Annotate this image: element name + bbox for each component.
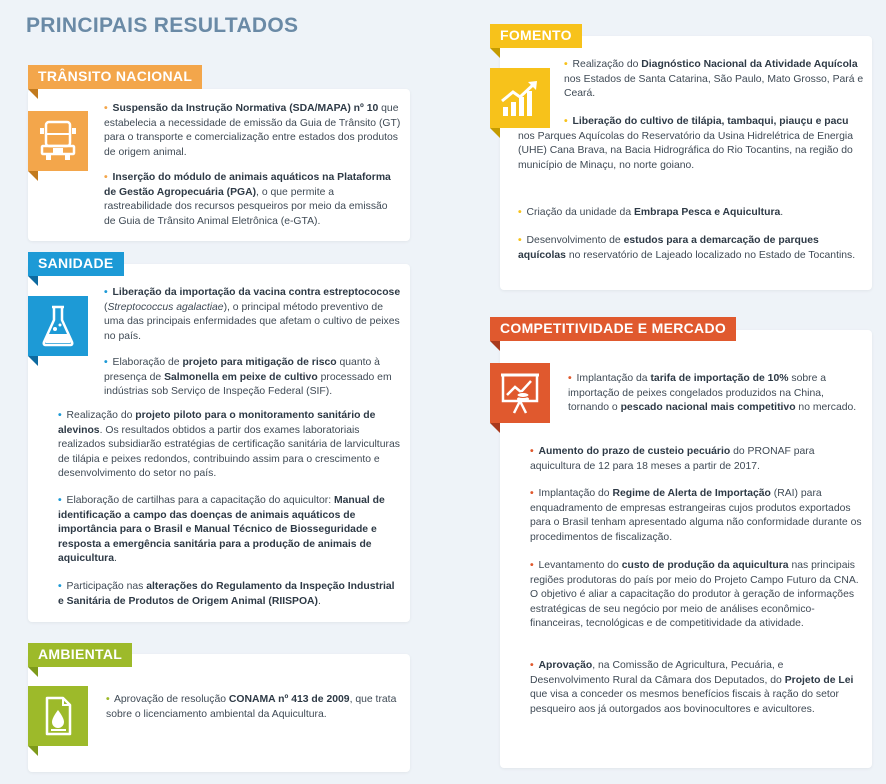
competitividade-item-5: • Aprovação, na Comissão de Agricultura, Pecuária, e Desenvolvimento Rural da Câmara dos Deputados, do Projeto de Lei que visa a conceder os mesmos benefícios fiscais à ração do setor pesqueiro aos já outorgados aos bovinocultores e avicultores.: [530, 660, 854, 715]
fomento-item-2: • Liberação do cultivo de tilápia, tambaqui, piauçu e pacu nos Parques Aquícolas do Reservatório da Usina Hidrelétrica de Energia (UHE) Cana Brava, na Bacia Hidrográfica do Rio Tocantins, na região do município de Minaçu, no norte goiano.: [518, 116, 853, 171]
transito-item-1: • Suspensão da Instrução Normativa (SDA/MAPA) nº 10 que estabelecia a necessidade de emissão da Guia de Trânsito (GT) para o transporte e comercialização entre estados dos produtos de origem animal.: [104, 103, 401, 158]
ambiental-icon-box: [28, 686, 88, 746]
transito-item-2: • Inserção do módulo de animais aquáticos na Plataforma de Gestão Agropecuária (PGA), o que permite a rastreabilidade dos recursos pesqueiros por meio da emissão de Guia de Trânsito Animal Eletrônica (e-GTA).: [104, 172, 391, 227]
truck-icon: [39, 120, 77, 162]
transito-tag: TRÂNSITO NACIONAL: [28, 65, 202, 89]
page-title: PRINCIPAIS RESULTADOS: [26, 14, 299, 37]
sanidade-item-2: • Elaboração de projeto para mitigação de risco quanto à presença de Salmonella em peixe de cultivo processado em indústrias sob Serviço de Inspeção Federal (SIF).: [104, 357, 392, 397]
fomento-item-3: • Criação da unidade da Embrapa Pesca e Aquicultura.: [518, 207, 784, 218]
fomento-icon-box: [490, 68, 550, 128]
fomento-item-1: • Realização do Diagnóstico Nacional da Atividade Aquícola nos Estados de Santa Catarina, São Paulo, Mato Grosso, Pará e Ceará.: [564, 59, 864, 99]
competitividade-item-3: • Implantação do Regime de Alerta de Importação (RAI) para enquadramento de empresas estrangeiras cujos produtos exportados para o Brasil tenham apresentado alguma não conformidade durante os procedimentos de fiscalização.: [530, 488, 862, 543]
document-drop-icon: [41, 695, 75, 737]
presentation-board-icon: [499, 371, 541, 415]
competitividade-item-2: • Aumento do prazo de custeio pecuário do PRONAF para aquicultura de 12 para 18 meses a partir de 2017.: [530, 446, 815, 472]
fomento-item-4: • Desenvolvimento de estudos para a demarcação de parques aquícolas no reservatório de Lajeado localizado no Estado de Tocantins.: [518, 235, 856, 261]
growth-chart-icon: [499, 77, 541, 119]
ambiental-item-1: • Aprovação de resolução CONAMA nº 413 de 2009, que trata sobre o licenciamento ambiental da Aquicultura.: [106, 694, 397, 720]
sanidade-icon-box: [28, 296, 88, 356]
transito-icon-box: [28, 111, 88, 171]
ambiental-tag: AMBIENTAL: [28, 643, 132, 667]
flask-icon: [40, 304, 76, 348]
sanidade-item-5: • Participação nas alterações do Regulamento da Inspeção Industrial e Sanitária de Produtos de Origem Animal (RIISPOA).: [58, 581, 395, 607]
sanidade-item-1: • Liberação da importação da vacina contra estreptococose (Streptococcus agalactiae), o principal método preventivo de uma das principais enfermidades que afetam o cultivo de peixes no país.: [104, 287, 401, 342]
sanidade-tag: SANIDADE: [28, 252, 124, 276]
competitividade-tag: COMPETITIVIDADE E MERCADO: [490, 317, 736, 341]
competitividade-item-1: • Implantação da tarifa de importação de 10% sobre a importação de peixes congelados produzidos na China, tornando o pescado nacional mais competitivo no mercado.: [568, 373, 857, 413]
fomento-tag: FOMENTO: [490, 24, 582, 48]
competitividade-item-4: • Levantamento do custo de produção da aquicultura nas principais regiões produtoras do país por meio do Projeto Campo Futuro da CNA. O objetivo é aliar a capacitação do produtor à geração de informações estratégicas de seu negócio por meio de análises econômico-financeiras, tecnológicas e de competitividade da atividade.: [530, 560, 859, 629]
sanidade-item-3: • Realização do projeto piloto para o monitoramento sanitário de alevinos. Os resultados obtidos a partir dos exames laboratoriais realizados subsidiarão estratégias de certificação sanitária de larviculturas de tilápia e peixes redondos, contribuindo assim para o crescimento e desenvolvimento do setor no país.: [58, 410, 400, 479]
sanidade-item-4: • Elaboração de cartilhas para a capacitação do aquicultor: Manual de identificação a campo das doenças de animais aquáticos de importância para o Brasil e Manual Técnico de Biosseguridade e resposta a emergência sanitária para a produção de animais de aquicultura.: [58, 495, 385, 564]
competitividade-icon-box: [490, 363, 550, 423]
